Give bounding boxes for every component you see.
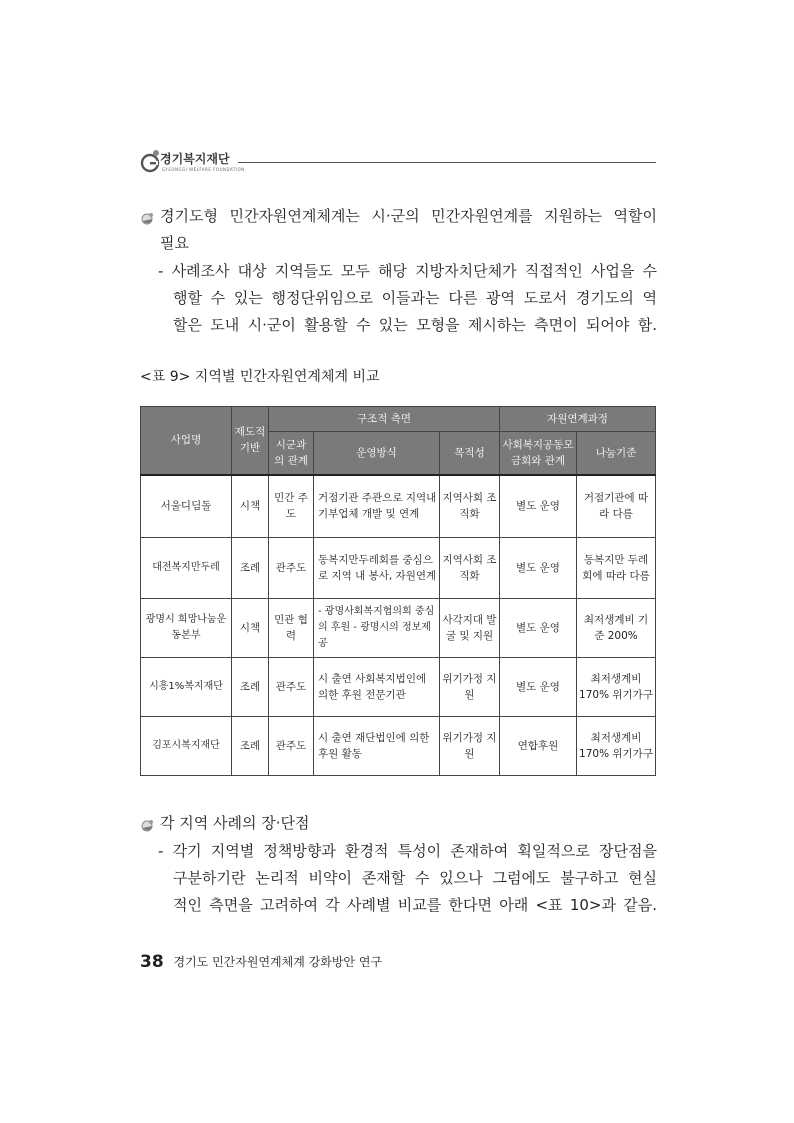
section1-bullet-line1: 경기도형 민간자원연계체계는 시·군의 민간자원연계를 지원하는 역할이 <box>160 207 657 225</box>
header-process: 자원연계과정 <box>500 407 656 432</box>
cell-purpose: 지역사회 조직화 <box>440 475 500 538</box>
header-basis: 제도적 기반 <box>232 407 269 475</box>
cell-program: 대전복지만두레 <box>141 538 232 599</box>
cell-chest: 별도 운영 <box>500 538 577 599</box>
header-standard: 나눔기준 <box>577 432 656 475</box>
cell-standard: 동복지만 두레회에 따라 다름 <box>577 538 656 599</box>
cell-operation: 시 출연 재단법인에 의한 후원 활동 <box>314 717 440 776</box>
cell-chest: 별도 운영 <box>500 475 577 538</box>
section2-sub-line1: - 각기 지역별 정책방향과 환경적 특성이 존재하여 획일적으로 장단점을 <box>158 842 657 860</box>
section1-sub-line1: - 사례조사 대상 지역들도 모두 해당 지방자치단체가 직접적인 사업을 수 <box>158 262 657 280</box>
cell-purpose: 지역사회 조직화 <box>440 538 500 599</box>
bullet-icon <box>140 211 155 226</box>
cell-purpose: 위기가정 지원 <box>440 717 500 776</box>
header-structural: 구조적 측면 <box>269 407 500 432</box>
logo-subtitle: GYEONGGI WELFARE FOUNDATION <box>162 167 245 172</box>
header-relation: 시군과의 관계 <box>269 432 314 475</box>
cell-program: 시흥1%복지재단 <box>141 658 232 717</box>
cell-basis: 시책 <box>232 475 269 538</box>
cell-program: 서울디딤돌 <box>141 475 232 538</box>
cell-standard: 최저생계비 170% 위기가구 <box>577 717 656 776</box>
cell-basis: 시책 <box>232 599 269 658</box>
cell-purpose: 사각지대 발굴 및 지원 <box>440 599 500 658</box>
table-caption: <표 9> 지역별 민간자원연계체계 비교 <box>140 369 380 385</box>
cell-program: 광명시 희망나눔운동본부 <box>141 599 232 658</box>
table-row <box>141 658 656 717</box>
page-number: 38 <box>140 952 164 972</box>
running-header <box>140 148 656 178</box>
section2-sub-line2: 구분하기란 논리적 비약이 존재할 수 있으나 그럼에도 불구하고 현실 <box>173 869 657 887</box>
cell-relation: 관주도 <box>269 658 314 717</box>
cell-chest: 별도 운영 <box>500 658 577 717</box>
cell-operation: 시 출연 사회복지법인에 의한 후원 전문기관 <box>314 658 440 717</box>
table-row <box>141 538 656 599</box>
cell-relation: 관주도 <box>269 538 314 599</box>
cell-basis: 조례 <box>232 717 269 776</box>
cell-relation: 관주도 <box>269 717 314 776</box>
cell-standard: 거점기관에 따라 다름 <box>577 475 656 538</box>
cell-operation: - 광명사회복지협의회 중심의 후원 - 광명시의 정보제공 <box>314 599 440 658</box>
table-row <box>141 475 656 538</box>
section2-sub-line3: 적인 측면을 고려하여 각 사례별 비교를 한다면 아래 <표 10>과 같음. <box>173 896 657 914</box>
header-purpose: 목적성 <box>440 432 500 475</box>
cell-basis: 조례 <box>232 538 269 599</box>
header-operation: 운영방식 <box>314 432 440 475</box>
footer-title: 경기도 민간자원연계체계 강화방안 연구 <box>173 955 383 969</box>
bullet-icon <box>140 818 155 833</box>
table-row <box>141 599 656 658</box>
section1-bullet-line2: 필요 <box>160 234 189 252</box>
cell-relation: 민간 주도 <box>269 475 314 538</box>
section1-sub-line2: 행할 수 있는 행정단위임으로 이들과는 다른 광역 도로서 경기도의 역 <box>173 289 657 307</box>
cell-chest: 별도 운영 <box>500 599 577 658</box>
cell-purpose: 위기가정 지원 <box>440 658 500 717</box>
cell-program: 김포시복지재단 <box>141 717 232 776</box>
cell-operation: 동복지만두레회를 중심으로 지역 내 봉사, 자원연계 <box>314 538 440 599</box>
foundation-logo-icon <box>140 148 162 174</box>
cell-standard: 최저생계비 170% 위기가구 <box>577 658 656 717</box>
table-row <box>141 717 656 776</box>
section1-sub-line3: 할은 도내 시·군이 활용할 수 있는 모형을 제시하는 측면이 되어야 함. <box>173 316 657 334</box>
section2-bullet-line1: 각 지역 사례의 장·단점 <box>160 814 310 832</box>
cell-chest: 연합후원 <box>500 717 577 776</box>
page-footer <box>140 952 382 972</box>
header-chest: 사회복지공동모금회와 관계 <box>500 432 577 475</box>
cell-basis: 조례 <box>232 658 269 717</box>
header-rule <box>238 162 656 163</box>
cell-operation: 거점기관 주관으로 지역내 기부업체 개발 및 연계 <box>314 475 440 538</box>
cell-relation: 민관 협력 <box>269 599 314 658</box>
header-program: 사업명 <box>141 407 232 475</box>
cell-standard: 최저생계비 기준 200% <box>577 599 656 658</box>
comparison-table <box>140 406 656 776</box>
logo-text: 경기복지재단 <box>160 152 230 166</box>
